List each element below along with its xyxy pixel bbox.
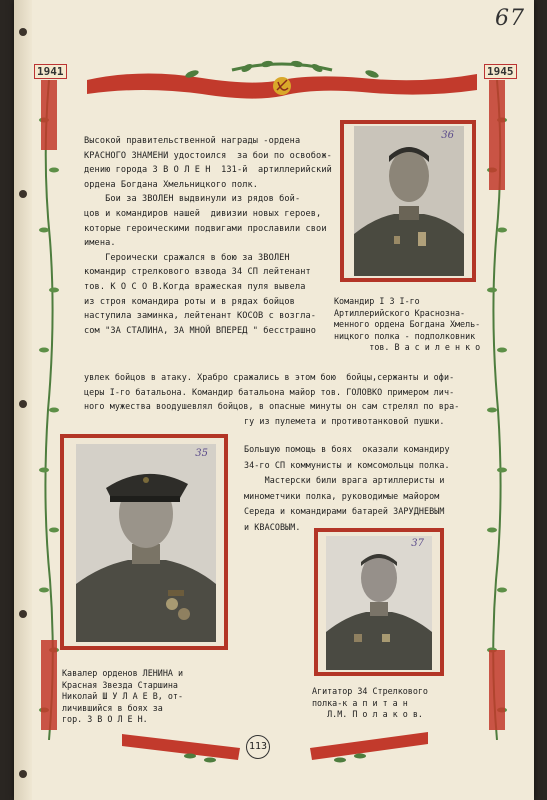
- caption-line: Кавалер орденов ЛЕНИНА и: [62, 668, 184, 678]
- binding-hole: [19, 610, 27, 618]
- year-label-left: 1941: [34, 64, 67, 79]
- caption-line: Командир I 3 I-го: [334, 296, 420, 306]
- bottom-page-number: 113: [246, 735, 270, 759]
- text-line: гу из пулемета и противотанковой пушки.: [244, 415, 445, 426]
- body-text-middle: [84, 370, 459, 428]
- text-line: наступила заминка, лейтенант КОСОВ с возгла-: [84, 311, 317, 322]
- caption-line: Л.М. П о л а к о в.: [312, 709, 423, 719]
- caption-shulaev: [62, 668, 183, 726]
- text-line: КРАСНОГО ЗНАМЕНИ удостоился за бои по освобож-: [84, 150, 332, 161]
- left-vine-ornament: [38, 80, 60, 740]
- photo-index-number: 37: [411, 538, 424, 549]
- portrait-photo-polakov: [326, 536, 432, 670]
- text-line: увлек бойцов в атаку. Храбро сражались в этом бою бойцы,сержанты и офи-: [84, 372, 455, 382]
- portrait-photo-vasilenko: [354, 126, 464, 276]
- photo-index-number: 35: [195, 448, 208, 459]
- binding-hole: [19, 400, 27, 408]
- year-label-right: 1945: [484, 64, 517, 79]
- caption-line: Красная Звезда Старшина: [62, 679, 178, 690]
- text-line: цов и командиров нашей дивизии новых героев,: [84, 208, 322, 219]
- text-line: сом "ЗА СТАЛИНА, ЗА МНОЙ ВПЕРЕД " бесстрашно: [84, 325, 317, 336]
- caption-line: Агитатор 34 Стрелкового: [312, 686, 428, 696]
- top-banner-ornament: [82, 60, 482, 110]
- text-line: командир стрелкового взвода 34 СП лейтенант: [84, 267, 311, 278]
- caption-line: ницкого полка - подполковник: [334, 330, 476, 341]
- caption-line: Артиллерийского Краснозна-: [334, 307, 466, 318]
- text-line: ордена Богдана Хмельницкого полк.: [84, 179, 259, 190]
- caption-polakov: [312, 686, 428, 721]
- binding-hole: [19, 770, 27, 778]
- text-line: которые героическими подвигами прославили свои: [84, 223, 327, 234]
- caption-line: менного ордена Богдана Хмель-: [334, 319, 481, 329]
- text-line: Середа и командирами батарей ЗАРУДНЕВЫМ: [244, 506, 445, 516]
- text-line: ного мужества воодушевлял бойцов, в опасные минуты он сам стрелял по вра-: [84, 401, 460, 412]
- page-binding-strip: [14, 0, 32, 800]
- body-text-right: [244, 442, 450, 535]
- caption-line: гор. З В О Л Е Н.: [62, 714, 148, 724]
- body-text-top: [84, 134, 332, 338]
- page-number: 67: [495, 6, 525, 31]
- text-line: и КВАСОВЫМ.: [244, 521, 301, 532]
- text-line: имена.: [84, 238, 116, 249]
- portrait-photo-shulaev: [76, 444, 216, 642]
- caption-line: личившийся в боях за: [62, 702, 163, 713]
- caption-line: полка-к а п и т а н: [312, 697, 408, 708]
- text-line: Героически сражался в бою за ЗВОЛЕН: [84, 252, 290, 263]
- binding-hole: [19, 28, 27, 36]
- text-line: минометчики полка, руководимые майором: [244, 490, 440, 501]
- caption-vasilenko: [334, 296, 480, 354]
- text-line: церы I-го батальона. Командир батальона майор тов. ГОЛОВКО примером лич-: [84, 386, 455, 397]
- text-line: 34-го СП коммунисты и комсомольцы полка.: [244, 459, 450, 470]
- text-line: из строя командира роты и в рядах бойцов: [84, 296, 295, 307]
- text-line: Высокой правительственной награды -ордена: [84, 136, 301, 146]
- text-line: Бои за ЗВОЛЕН выдвинули из рядов бой-: [84, 194, 301, 205]
- text-line: дению города З В О Л Е Н 131-й артиллерийский: [84, 165, 332, 176]
- text-line: Большую помощь в боях оказали командиру: [244, 444, 450, 454]
- binding-hole: [19, 190, 27, 198]
- text-line: Мастерски били врага артиллеристы и: [244, 475, 445, 485]
- bottom-banner-ornament: [120, 726, 430, 766]
- text-line: тов. К О С О В.Когда вражеская пуля вывела: [84, 281, 306, 292]
- caption-line: тов. В а с и л е н к о: [334, 342, 481, 352]
- right-vine-ornament: [486, 80, 508, 740]
- photo-index-number: 36: [441, 130, 454, 141]
- caption-line: Николай Ш У Л А Е В, от-: [62, 691, 184, 701]
